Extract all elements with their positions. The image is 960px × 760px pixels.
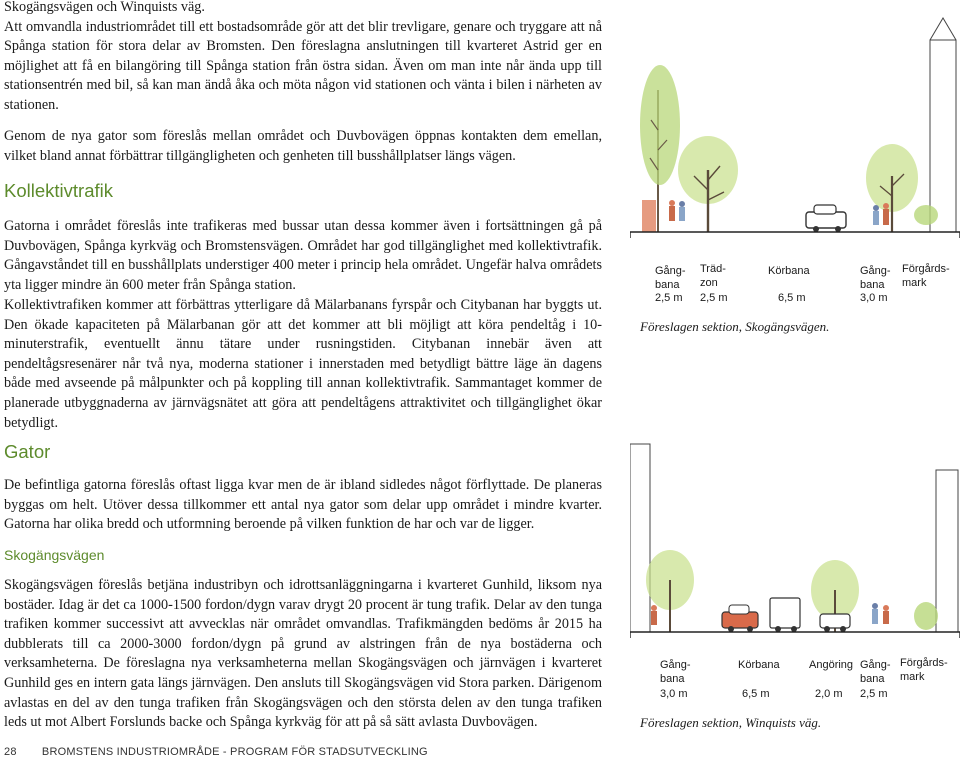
fig1-label-forgardsmark: Förgårds- mark <box>902 263 950 289</box>
fig2-dim-3: 2,0 m <box>815 688 843 700</box>
paragraph-skogangsvagen: Skogängsvägen föreslås betjäna industribyn och idrottsanläggningarna i kvarteret Gunhild, liksom nya bostäder. Idag är det ca 1000-1500 fordon/dygn varav drygt 20 procent är tung trafik. Delar av den tunga trafiken kommer successivt att avvecklas när området omvandlas. Trafikmängden bedöms år 2015 ha dubblerats till ca 2000-3000 fordon/dygn på grund av alstringen från de nya bostäderna och verksamheterna. De föreslagna nya verksamheterna mellan Skogängsvägen och järnvägen i kvarteret Gunhild ges en intern gata längs järnvägen. Den ansluts till Skogängsvägen vid Stora parken. Därigenom avlastas en del av den tunga trafiken från Skogängsvägen och den största delen av den tunga trafiken leds ut mot Albert Forslunds backe och Spånga kyrkväg för att på så sätt avlasta Duvbovägen. <box>4 577 602 731</box>
fig2-dim-4: 2,5 m <box>860 688 888 700</box>
fig1-caption: Föreslagen sektion, Skogängsvägen. <box>640 319 830 334</box>
top-heading: Skogängsvägen och Winquists väg. <box>4 0 205 15</box>
fig2-label-korbana: Körbana <box>738 659 780 671</box>
pedestrians-right <box>872 603 889 624</box>
fig2-label-gangbana-right: Gång- bana <box>860 659 891 685</box>
car <box>806 205 846 232</box>
fig2-label-angoring: Angöring <box>809 659 854 671</box>
fig1-dim-3: 6,5 m <box>778 292 806 304</box>
fig1-dim-1: 2,5 m <box>655 292 683 304</box>
heading-skogangsvagen: Skogängsvägen <box>4 547 105 563</box>
section-illustration-winquists-vag <box>630 430 960 655</box>
page-number: 28 <box>4 746 17 758</box>
paragraph-kollektiv-2: Kollektivtrafiken kommer att förbättras ytterligare då Mälarbanans fyrspår och Citybanan har byggts ut. Den ökade kapaciteten på Mälarbanan gör att det kommer att bli möjligt att köra pendeltåg i 10-minuterstrafik, eventuellt ännu tätare under rusningstiden. Citybanan innebär även att pendeltågsresenärer når två nya, moderna stationer i innerstaden med betydligt bättre läge än dagens både med avseende på målpunkter och på koppling till annan kollektivtrafik. Sammantaget kommer de planerade utbyggnaderna av järnvägsnätet att göra att pendeltågens attraktivitet och tillgänglighet ökar betydligt. <box>4 297 602 431</box>
fig2-label-gangbana-left: Gång- bana <box>660 659 691 685</box>
building-right <box>936 470 958 632</box>
fig2-label-forgardsmark: Förgårds- mark <box>900 657 948 683</box>
building-right <box>930 40 956 232</box>
paragraph-duvbovagen: Genom de nya gator som föreslås mellan området och Duvbovägen öppnas kontakten dem emellan, vilket bland annat förbättrar tillgängligheten och genheten till busshållplatser längs vägen. <box>4 128 602 164</box>
pedestrians-left <box>669 200 685 221</box>
fig2-dim-1: 3,0 m <box>660 688 688 700</box>
paragraph-intro: Att omvandla industriområdet till ett bostadsområde gör att det blir trevligare, genare och tryggare att nå Spånga station för stora delar av Bromsten. Den föreslagna anslutningen till kvarteret Astrid ger en möjlighet att få en bilangöring till Spånga station från östra sidan. Även om man inte når ända upp till stationsentrén med bil, så kan man ändå åka och möta någon vid stationen och vänta i bilen i närheten av stationen. <box>4 18 602 113</box>
heading-gator: Gator <box>4 441 51 462</box>
fig1-dim-2: 2,5 m <box>700 292 728 304</box>
building-left <box>642 200 656 232</box>
fig1-label-gangbana-right: Gång- bana <box>860 265 891 291</box>
fig1-dim-4: 3,0 m <box>860 292 888 304</box>
fig1-label-gangbana-left: Gång- bana <box>655 265 686 291</box>
fig2-caption: Föreslagen sektion, Winquists väg. <box>640 715 822 730</box>
page-footer <box>4 746 428 758</box>
fig1-label-tradzon: Träd- zon <box>700 263 726 289</box>
section-illustration-skogangsvagen <box>630 0 960 260</box>
fig2-dim-2: 6,5 m <box>742 688 770 700</box>
paragraph-kollektiv-1: Gatorna i området föreslås inte trafikeras med bussar utan dessa kommer även i fortsättningen gå på Duvbovägen, Spånga kyrkväg och Bromstensvägen. Området har god tillgänglighet med kollektivtrafik. Gångavståndet till en busshållplats understiger 400 meter i princip hela området. Ungefär halva områdets yta ligger mindre än 600 meter från Spånga station. <box>4 218 602 293</box>
document-title: BROMSTENS INDUSTRIOMRÅDE - PROGRAM FÖR STADSUTVECKLING <box>41 746 428 758</box>
heading-kollektivtrafik: Kollektivtrafik <box>4 180 113 201</box>
pedestrians-left <box>651 605 657 625</box>
fig1-label-korbana: Körbana <box>768 265 810 277</box>
tree-middle <box>678 136 738 232</box>
paragraph-gator: De befintliga gatorna föreslås oftast ligga kvar men de är ibland sidledes något förflyttade. De planeras byggas om helt. Utöver dessa tillkommer ett antal nya gator som delar upp området i mindre kvarter. Gatorna har olika bredd och utformning beroende på vilken funktion de har och var de ligger. <box>4 477 602 533</box>
car-red <box>722 605 758 632</box>
car-truck <box>770 598 800 632</box>
building-left <box>630 444 650 632</box>
